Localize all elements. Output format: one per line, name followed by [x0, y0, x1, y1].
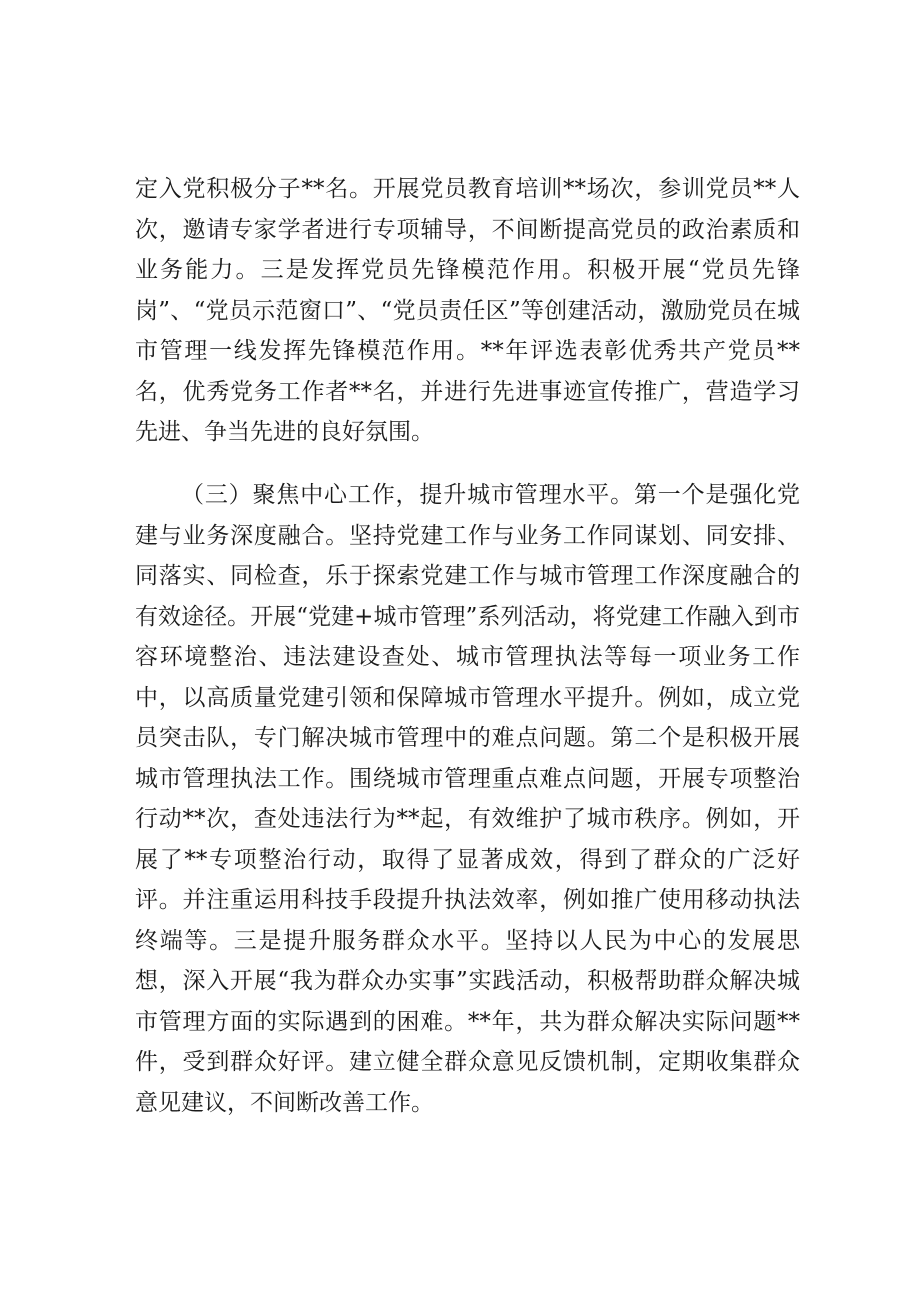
paragraph-party-member-development: 定入党积极分子**名。开展党员教育培训**场次，参训党员**人次，邀请专家学者进行专项辅导，不间断提高党员的政治素质和业务能力。三是发挥党员先锋模范作用。积极开展“党员先锋岗”、“党员示范窗口”、“党员责任区”等创建活动，激励党员在城市管理一线发挥先锋模范作用。**年评选表彰优秀共产党员**名，优秀党务工作者**名，并进行先进事迹宣传推广，营造学习先进、争当先进的良好氛围。: [135, 176, 800, 445]
paragraph-city-management-focus: （三）聚焦中心工作，提升城市管理水平。第一个是强化党建与业务深度融合。坚持党建工作与业务工作同谋划、同安排、同落实、同检查，乐于探索党建工作与城市管理工作深度融合的有效途径。开展“党建+城市管理”系列活动，将党建工作融入到市容环境整治、违法建设查处、城市管理执法等每一项业务工作中，以高质量党建引领和保障城市管理水平提升。例如，成立党员突击队，专门解决城市管理中的难点问题。第二个是积极开展城市管理执法工作。围绕城市管理重点难点问题，开展专项整治行动**次，查处违法行为**起，有效维护了城市秩序。例如，开展了**专项整治行动，取得了显著成效，得到了群众的广泛好评。并注重运用科技手段提升执法效率，例如推广使用移动执法终端等。三是提升服务群众水平。坚持以人民为中心的发展思想，深入开展“我为群众办实事”实践活动，积极帮助群众解决城市管理方面的实际遇到的困难。**年，共为群众解决实际问题**件，受到群众好评。建立健全群众意见反馈机制，定期收集群众意见建议，不间断改善工作。: [135, 482, 800, 1116]
